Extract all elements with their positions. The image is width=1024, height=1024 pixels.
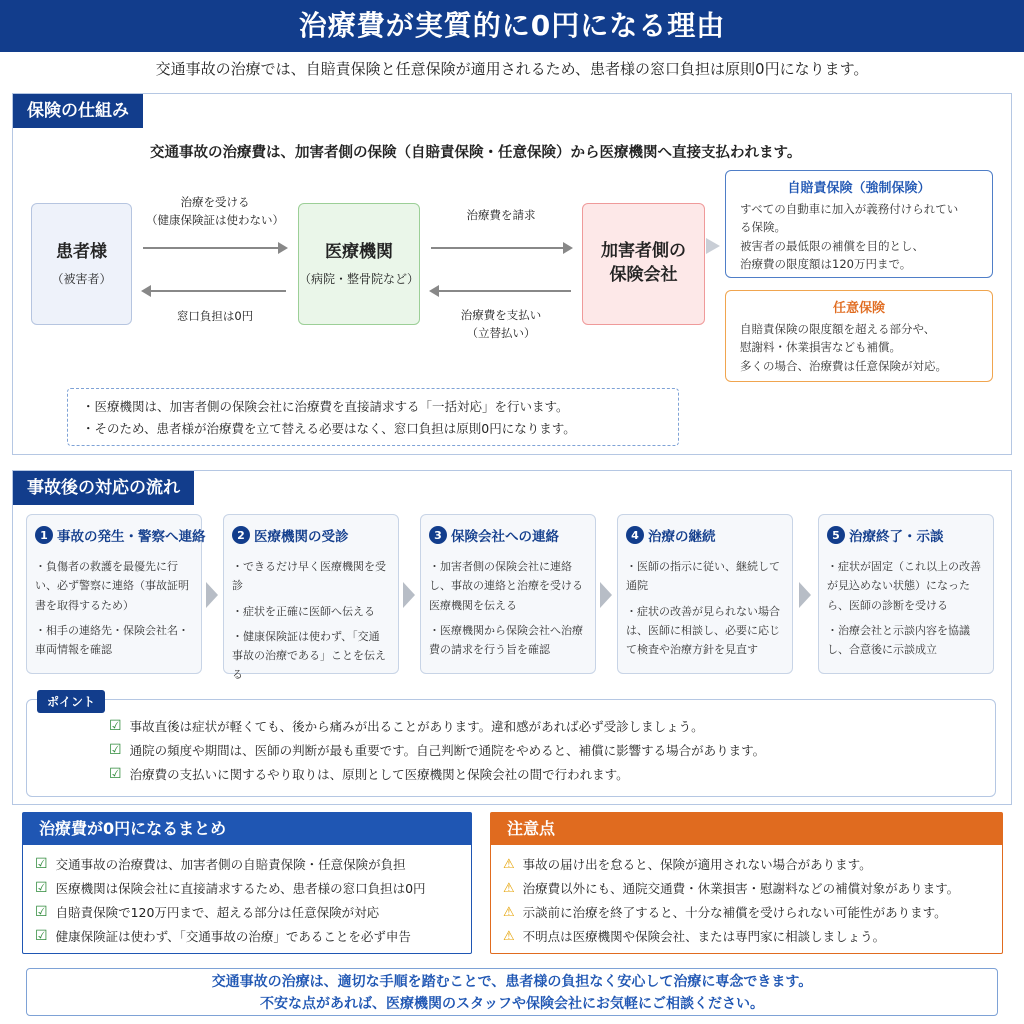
jibaiseki-line: 治療費の限度額は120万円まで。	[740, 257, 912, 272]
mechanism-note: ・医療機関は、加害者側の保険会社に治療費を直接請求する「一括対応」を行います。	[82, 399, 569, 414]
step-item: ・医療機関から保険会社へ治療費の請求を行う旨を確認	[429, 623, 583, 656]
arrow2-top-label: 治療費を請求	[466, 208, 536, 222]
check-icon: ☑	[35, 904, 48, 920]
clinic-title: 医療機関	[325, 241, 393, 262]
summary-item: ☑ 医療機関は保険会社に直接請求するため、患者様の窓口負担は0円	[35, 880, 426, 896]
step-chevron-icon	[206, 582, 218, 608]
step-item: ・医師の指示に従い、継続して通院	[626, 560, 780, 593]
step-item: ・健康保険証は使わず、「交通事故の治療である」ことを伝える	[232, 629, 386, 682]
warning-icon: ⚠	[503, 856, 515, 872]
patient-box	[31, 203, 132, 325]
arrow-patient-to-clinic	[143, 247, 286, 249]
patient-title: 患者様	[56, 241, 107, 262]
nini-line: 多くの場合、治療費は任意保険が対応。	[740, 358, 947, 373]
check-icon: ☑	[35, 880, 48, 896]
caution-item: ⚠ 治療費以外にも、通院交通費・休業損害・慰謝料などの補償対象があります。	[503, 880, 960, 896]
step-item: ・症状の改善が見られない場合は、医師に相談し、必要に応じて検査や治療方針を見直す	[626, 604, 780, 656]
step-card	[26, 514, 206, 674]
step-number: 2	[232, 526, 250, 544]
point-item: ☑ 事故直後は症状が軽くても、後から痛みが出ることがあります。違和感があれば必ず受診しましょう。	[109, 718, 704, 734]
step-item: ・加害者側の保険会社に連絡し、事故の連絡と治療を受ける医療機関を伝える	[429, 560, 583, 612]
step-number: 1	[35, 526, 53, 544]
step-number: 3	[429, 526, 447, 544]
jibaiseki-line: すべての自動車に加入が義務付けられてい	[740, 202, 959, 216]
check-icon: ☑	[109, 766, 122, 782]
check-icon: ☑	[109, 718, 122, 734]
insurer-connector-icon	[706, 238, 720, 254]
check-icon: ☑	[35, 928, 48, 944]
summary-panel	[22, 812, 472, 954]
caution-item: ⚠ 不明点は医療機関や保険会社、または専門家に相談しましょう。	[503, 928, 886, 944]
nini-line: 自賠責保険の限度額を超える部分や、	[740, 322, 936, 336]
summary-item: ☑ 自賠責保険で120万円まで、超える部分は任意保険が対応	[35, 904, 380, 920]
mechanism-tab: 保険の仕組み	[13, 94, 143, 128]
step-card	[420, 514, 596, 674]
page-subtitle: 交通事故の治療では、自賠責保険と任意保険が適用されるため、患者様の窓口負担は原則0円になります。	[155, 60, 869, 78]
jibaiseki-line: る保険。	[740, 220, 786, 235]
step-title: 治療の継続	[648, 529, 716, 545]
warning-icon: ⚠	[503, 880, 515, 896]
step-item: ・相手の連絡先・保険会社名・車両情報を確認	[35, 623, 189, 656]
warning-icon: ⚠	[503, 904, 515, 920]
clinic-sub: （病院・整骨院など）	[299, 272, 420, 287]
step-item: ・治療会社と示談内容を協議し、合意後に示談成立	[827, 623, 970, 656]
nini-title: 任意保険	[832, 301, 885, 316]
insurer-box	[582, 203, 705, 325]
summary-item: ☑ 交通事故の治療費は、加害者側の自賠責保険・任意保険が負担	[35, 856, 406, 872]
point-box	[26, 695, 996, 797]
arrow1-top-label: 治療を受ける （健康保険証は使わない）	[146, 195, 284, 228]
page-title: 治療費が実質的に0円になる理由	[0, 0, 1024, 52]
closing-message	[26, 968, 998, 1016]
caution-panel	[490, 812, 1003, 954]
jibaiseki-title: 自賠責保険（強制保険）	[787, 181, 931, 196]
flow-tab: 事故後の対応の流れ	[13, 471, 194, 505]
arrow2-bottom-label: 治療費を支払い （立替払い）	[460, 308, 542, 341]
step-title: 医療機関の受診	[254, 529, 349, 545]
warning-icon: ⚠	[503, 928, 515, 944]
step-item: ・症状が固定（これ以上の改善が見込めない状態）になったら、医師の診断を受ける	[827, 560, 981, 612]
caution-item: ⚠ 示談前に治療を終了すると、十分な補償を受けられない可能性があります。	[503, 904, 947, 920]
step-title: 治療終了・示談	[849, 529, 944, 545]
arrow-clinic-to-insurer	[431, 247, 571, 249]
step-chevron-icon	[600, 582, 612, 608]
arrow-insurer-to-clinic	[431, 290, 571, 292]
check-icon: ☑	[35, 856, 48, 872]
step-title: 事故の発生・警察へ連絡	[57, 529, 206, 545]
jibaiseki-info	[725, 170, 993, 278]
step-item: ・負傷者の救護を最優先に行い、必ず警察に連絡（事故証明書を取得するため）	[35, 560, 189, 612]
arrow1-bottom-label: 窓口負担は0円	[176, 309, 254, 323]
patient-sub: （被害者）	[51, 272, 112, 287]
closing-line: 不安な点があれば、医療機関のスタッフや保険会社にお気軽にご相談ください。	[260, 996, 764, 1012]
insurer-title-line1: 加害者側の	[601, 241, 686, 262]
summary-title: 治療費が0円になるまとめ	[23, 813, 471, 845]
step-item: ・症状を正確に医師へ伝える	[232, 604, 375, 618]
mechanism-lead: 交通事故の治療費は、加害者側の保険（自賠責保険・任意保険）から医療機関へ直接支払われます。	[150, 145, 802, 161]
caution-title: 注意点	[491, 813, 1002, 845]
nini-line: 慰謝料・休業損害なども補償。	[740, 340, 901, 355]
mechanism-notes	[67, 388, 679, 446]
jibaiseki-line: 被害者の最低限の補償を目的とし、	[740, 238, 924, 253]
step-card	[617, 514, 793, 674]
caution-item: ⚠ 事故の届け出を怠ると、保険が適用されない場合があります。	[503, 856, 872, 872]
check-icon: ☑	[109, 742, 122, 758]
insurer-title-line2: 保険会社	[609, 265, 678, 285]
point-tag: ポイント	[37, 690, 105, 713]
nini-info	[725, 290, 993, 382]
point-item: ☑ 治療費の支払いに関するやり取りは、原則として医療機関と保険会社の間で行われます。	[109, 766, 629, 782]
step-chevron-icon	[403, 582, 415, 608]
closing-line: 交通事故の治療は、適切な手順を踏むことで、患者様の負担なく安心して治療に専念できます。	[211, 974, 813, 990]
step-number: 5	[827, 526, 845, 544]
step-card	[223, 514, 399, 682]
step-card	[818, 514, 994, 674]
step-title: 保険会社への連絡	[451, 529, 559, 545]
summary-item: ☑ 健康保険証は使わず、「交通事故の治療」であることを必ず申告	[35, 928, 411, 944]
step-chevron-icon	[799, 582, 811, 608]
clinic-box	[298, 203, 420, 325]
step-number: 4	[626, 526, 644, 544]
step-item: ・できるだけ早く医療機関を受診	[232, 560, 386, 593]
arrow-clinic-to-patient	[143, 290, 286, 292]
point-item: ☑ 通院の頻度や期間は、医師の判断が最も重要です。自己判断で通院をやめると、補償に影響する場合があります。	[109, 742, 766, 758]
mechanism-note: ・そのため、患者様が治療費を立て替える必要はなく、窓口負担は原則0円になります。	[82, 420, 576, 436]
